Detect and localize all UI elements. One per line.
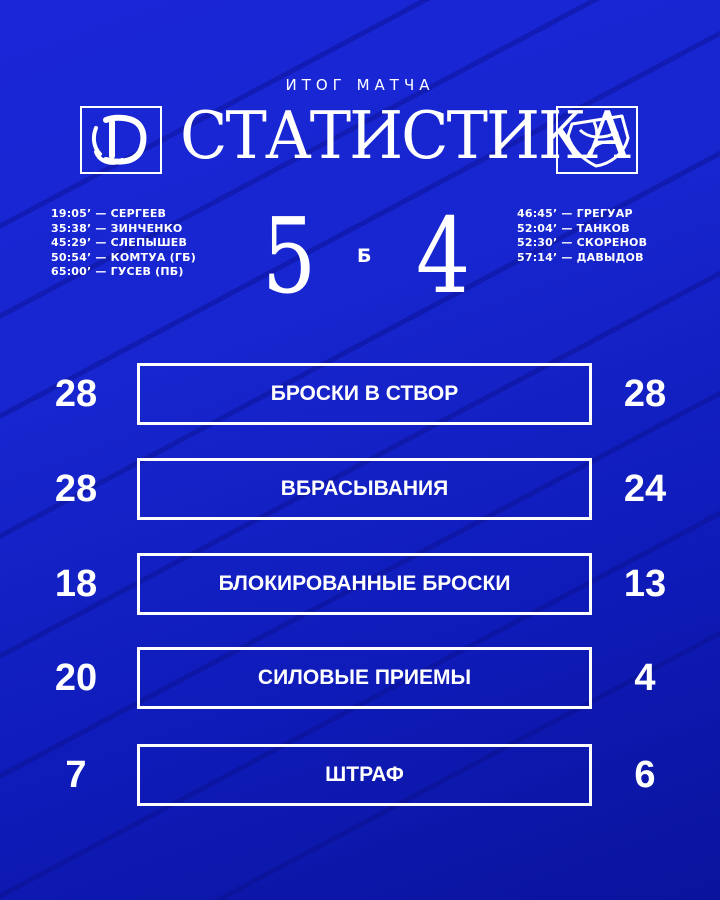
result-type-badge: Б <box>357 245 372 267</box>
away-goal-item: 57:14’ — ДАВЫДОВ <box>517 250 644 264</box>
stat-label: БРОСКИ В СТВОР <box>137 363 592 425</box>
stat-away-value: 13 <box>623 563 667 605</box>
stat-home-value: 28 <box>54 373 98 415</box>
stat-away-value: 24 <box>623 468 667 510</box>
stat-row-hits <box>0 647 720 709</box>
stat-home-value: 28 <box>54 468 98 510</box>
stat-label: ШТРАФ <box>137 744 592 806</box>
away-goal-item: 46:45’ — ГРЕГУАР <box>517 207 633 220</box>
match-summary-subtitle: ИТОГ МАТЧА <box>285 76 435 94</box>
page-title: СТАТИСТИКА <box>180 97 629 174</box>
stat-label: БЛОКИРОВАННЫЕ БРОСКИ <box>137 553 592 615</box>
away-score: 4 <box>415 195 471 317</box>
away-goal-item: 52:30’ — СКОРЕНОВ <box>517 236 648 250</box>
stat-row-blocked-shots <box>0 553 720 615</box>
home-goal-item: 19:05’ — СЕРГЕЕВ <box>51 207 167 220</box>
home-score: 5 <box>261 195 317 317</box>
home-goal-item: 65:00’ — ГУСЕВ (ПБ) <box>51 265 184 279</box>
stat-row-faceoffs <box>0 458 720 520</box>
home-goal-list <box>51 207 196 280</box>
dynamo-d-logo-icon <box>82 108 160 172</box>
stat-away-value: 4 <box>634 657 656 699</box>
stat-away-value: 28 <box>623 373 667 415</box>
away-goal-list <box>517 207 647 265</box>
stat-row-penalty <box>0 744 720 806</box>
stat-home-value: 18 <box>54 563 98 605</box>
away-team-logo <box>556 106 638 174</box>
stat-row-shots-on-goal <box>0 363 720 425</box>
stat-home-value: 7 <box>65 754 87 796</box>
home-goal-item: 35:38’ — ЗИНЧЕНКО <box>51 221 183 235</box>
volleyball-crest-logo-icon <box>558 108 636 172</box>
home-goal-item: 50:54’ — КОМТУА (ГБ) <box>51 250 196 264</box>
stat-label: ВБРАСЫВАНИЯ <box>137 458 592 520</box>
home-team-logo <box>80 106 162 174</box>
stat-away-value: 6 <box>634 754 656 796</box>
stat-label: СИЛОВЫЕ ПРИЕМЫ <box>137 647 592 709</box>
home-goal-item: 45:29’ — СЛЕПЫШЕВ <box>51 236 188 250</box>
away-goal-item: 52:04’ — ТАНКОВ <box>517 221 630 235</box>
stat-home-value: 20 <box>54 657 98 699</box>
